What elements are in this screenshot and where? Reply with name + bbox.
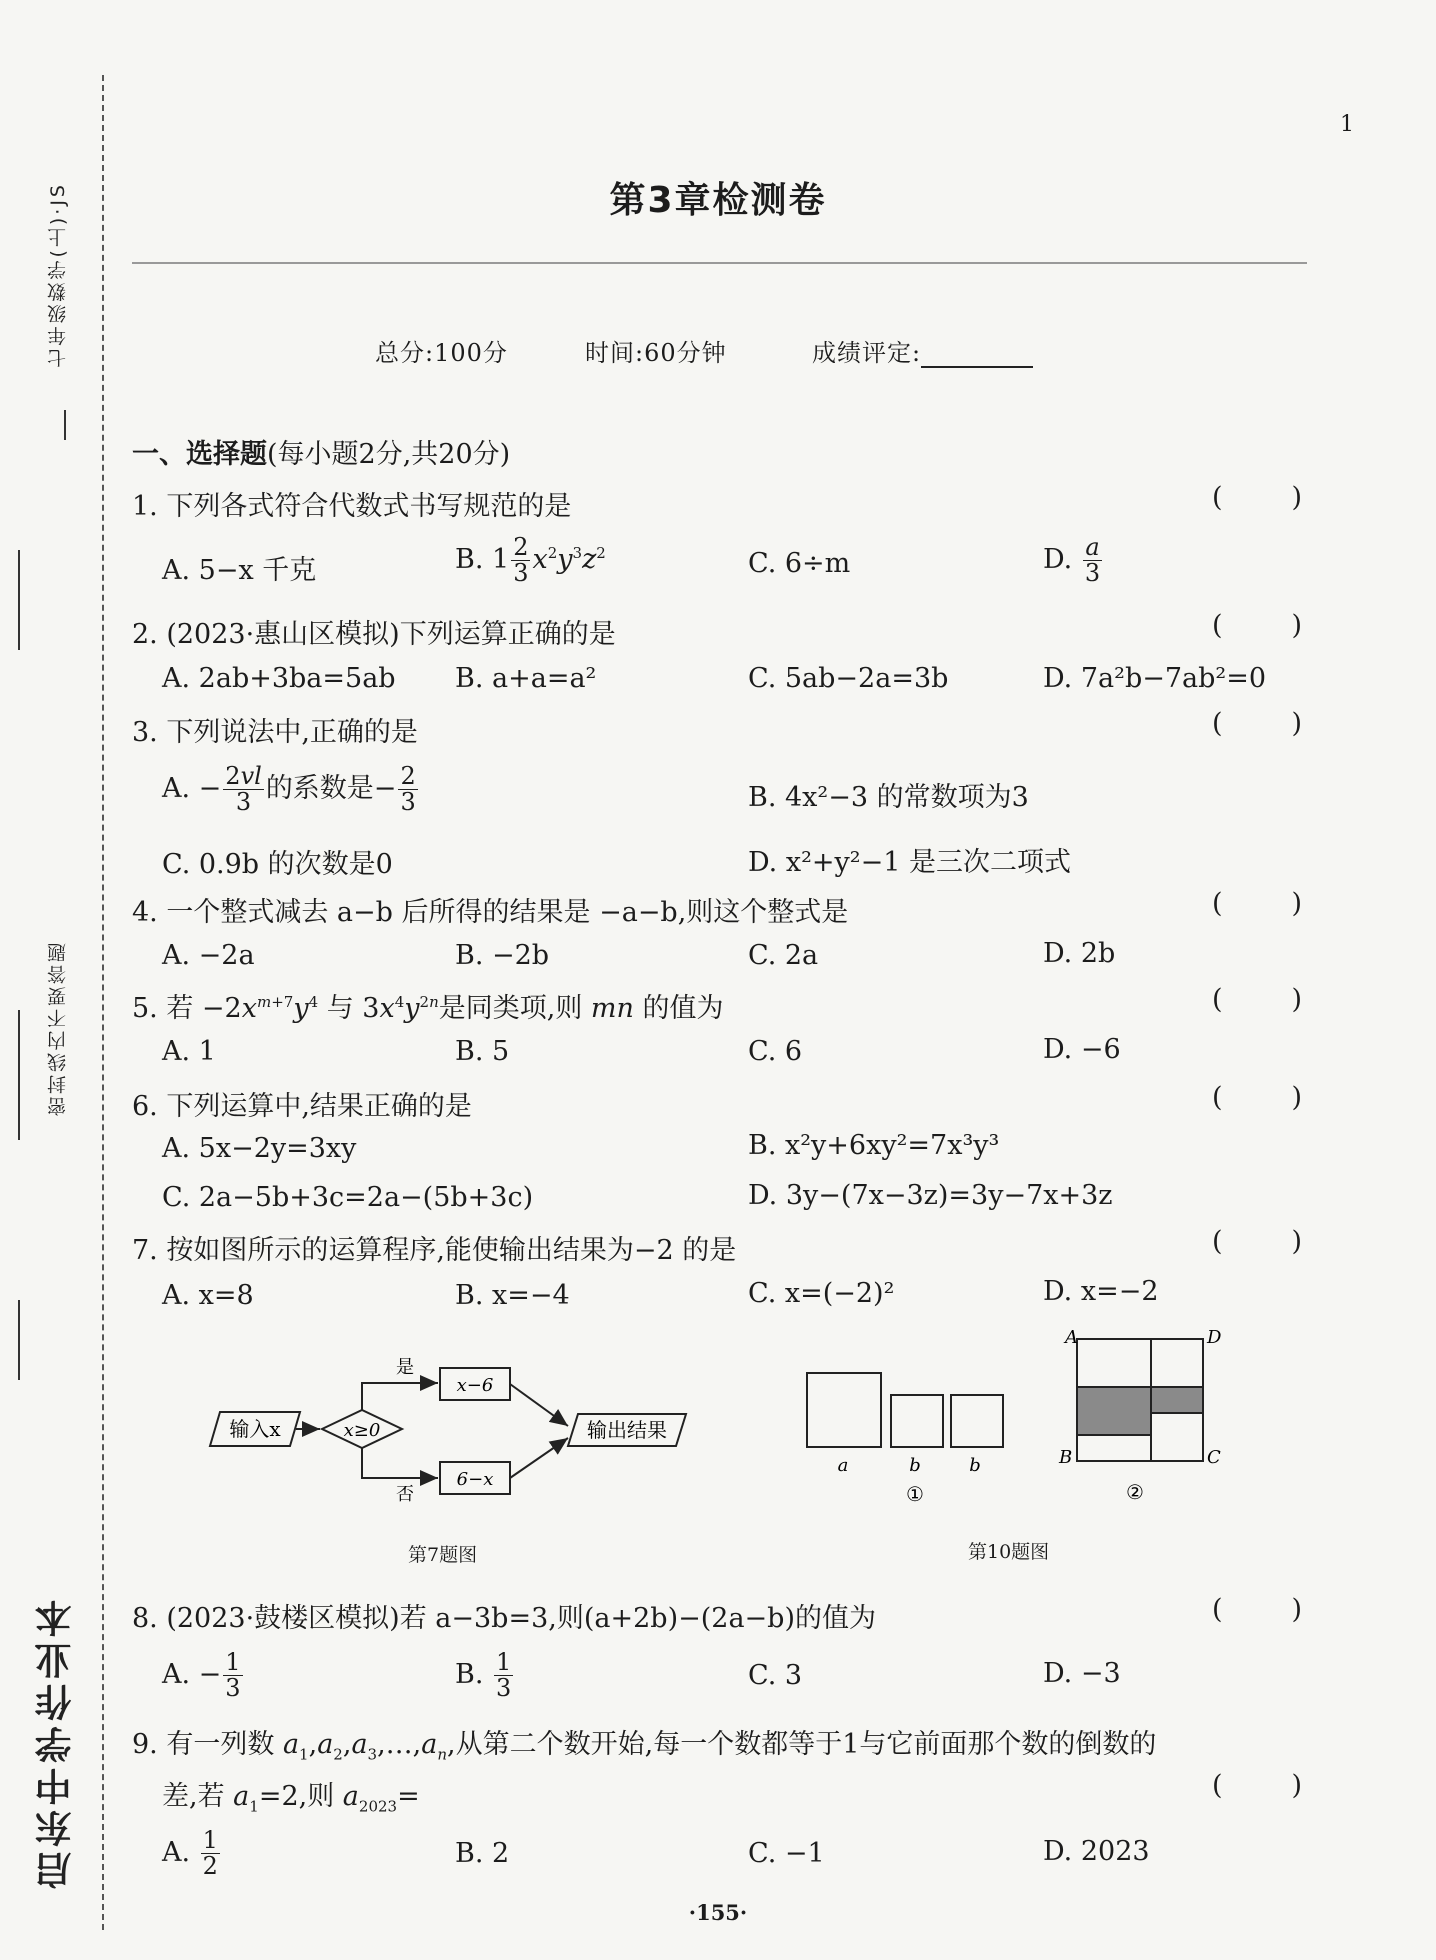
bottom-op-label: 6−x bbox=[456, 1469, 494, 1490]
edge-mark: 1 bbox=[1340, 112, 1354, 137]
vertex-c: C bbox=[1207, 1447, 1221, 1468]
margin-mark-1 bbox=[18, 550, 20, 650]
question-5-stem: 5. 若 $-2x^{m+7}y^4$ 与 $3x^4y^{2n}$是同类项,则 mn 的值为 bbox=[132, 993, 724, 1024]
label-circle-2: ② bbox=[1126, 1480, 1144, 1504]
seal-notice: 密封线内不要答题 bbox=[47, 940, 69, 1116]
q1-option-d[interactable]: D. $\frac{a}{3}$ bbox=[1043, 533, 1101, 588]
q6-option-b[interactable]: B. x²y+6xy²=7x³y³ bbox=[748, 1130, 1000, 1161]
answer-paren-7[interactable]: ( ) bbox=[1212, 1226, 1302, 1257]
figure-10-caption: 第10题图 bbox=[968, 1541, 1050, 1563]
answer-paren-5[interactable]: ( ) bbox=[1212, 984, 1302, 1015]
q3-option-c[interactable]: C. 0.9b 的次数是0 bbox=[162, 849, 393, 880]
q1-option-a[interactable]: A. 5−x 千克 bbox=[162, 555, 317, 586]
margin-rule-1 bbox=[64, 410, 66, 440]
q4-option-d[interactable]: D. 2b bbox=[1043, 938, 1116, 969]
q6-option-d[interactable]: D. 3y−(7x−3z)=3y−7x+3z bbox=[748, 1180, 1113, 1211]
q8-option-c[interactable]: C. 3 bbox=[748, 1660, 803, 1691]
condition-label: x≥0 bbox=[343, 1420, 381, 1441]
q4-option-c[interactable]: C. 2a bbox=[748, 940, 819, 971]
grade-blank[interactable] bbox=[921, 340, 1033, 368]
answer-paren-8[interactable]: ( ) bbox=[1212, 1594, 1302, 1625]
margin-mark-3 bbox=[18, 1300, 20, 1380]
page-title: 第3章检测卷 bbox=[609, 180, 827, 221]
question-3-stem: 3. 下列说法中,正确的是 bbox=[132, 717, 418, 748]
label-b-1: b bbox=[909, 1455, 921, 1476]
q9-option-a[interactable]: A. $\frac{1}{2}$ bbox=[162, 1826, 218, 1881]
q3-option-a[interactable]: A. − $\frac{2vl}{3}$ 的系数是− $\frac{2}{3}$ bbox=[162, 762, 416, 817]
q9-option-c[interactable]: C. −1 bbox=[748, 1838, 825, 1869]
question-7-stem: 7. 按如图所示的运算程序,能使输出结果为−2 的是 bbox=[132, 1235, 737, 1266]
square-b-1 bbox=[891, 1395, 943, 1447]
question-8-stem: 8. (2023·鼓楼区模拟)若 a−3b=3,则(a+2b)−(2a−b)的值为 bbox=[132, 1603, 876, 1634]
q2-option-c[interactable]: C. 5ab−2a=3b bbox=[748, 663, 949, 694]
q7-option-d[interactable]: D. x=−2 bbox=[1043, 1276, 1159, 1307]
q2-option-d[interactable]: D. 7a²b−7ab²=0 bbox=[1043, 663, 1267, 694]
grade-label: 成绩评定: bbox=[812, 339, 922, 367]
yes-label: 是 bbox=[396, 1357, 414, 1378]
question-9-stem: 9. 有一列数 $a_1,a_2,a_3,\dots,a_n$,从第二个数开始,每一个数都等于1与它前面那个数的倒数的 bbox=[132, 1729, 1157, 1764]
vertex-a: A bbox=[1065, 1327, 1078, 1348]
school-label: 启东中学作业本 bbox=[35, 1595, 78, 1889]
title-divider bbox=[132, 262, 1307, 264]
answer-paren-1[interactable]: ( ) bbox=[1212, 482, 1302, 513]
time-limit: 时间:60分钟 bbox=[585, 339, 727, 367]
q9-option-d[interactable]: D. 2023 bbox=[1043, 1836, 1150, 1867]
q8-option-d[interactable]: D. −3 bbox=[1043, 1658, 1121, 1689]
section-label: 一、选择题 bbox=[132, 439, 267, 470]
section-heading bbox=[132, 432, 510, 471]
q3-option-d[interactable]: D. x²+y²−1 是三次二项式 bbox=[748, 847, 1071, 878]
margin-mark-2 bbox=[18, 1010, 20, 1140]
figure-7-flowchart bbox=[200, 1348, 720, 1503]
output-label: 输出结果 bbox=[587, 1418, 667, 1442]
q4-option-b[interactable]: B. −2b bbox=[455, 940, 550, 971]
square-a bbox=[807, 1373, 881, 1447]
grade-field bbox=[812, 333, 1033, 368]
subject-label: 七年级数学(上)·JS bbox=[47, 182, 69, 368]
q7-option-a[interactable]: A. x=8 bbox=[162, 1280, 254, 1311]
answer-paren-6[interactable]: ( ) bbox=[1212, 1082, 1302, 1113]
q3-option-b[interactable]: B. 4x²−3 的常数项为3 bbox=[748, 782, 1029, 813]
answer-paren-4[interactable]: ( ) bbox=[1212, 888, 1302, 919]
q7-option-c[interactable]: C. x=(−2)² bbox=[748, 1278, 895, 1309]
question-4-stem: 4. 一个整式减去 a−b 后所得的结果是 −a−b,则这个整式是 bbox=[132, 897, 849, 928]
question-1-stem: 1. 下列各式符合代数式书写规范的是 bbox=[132, 491, 572, 522]
label-a: a bbox=[837, 1455, 849, 1476]
top-op-label: x−6 bbox=[456, 1375, 494, 1396]
answer-paren-3[interactable]: ( ) bbox=[1212, 708, 1302, 739]
q4-option-a[interactable]: A. −2a bbox=[162, 940, 255, 971]
vertex-d: D bbox=[1207, 1327, 1222, 1348]
input-label: 输入x bbox=[229, 1417, 281, 1441]
label-b-2: b bbox=[969, 1455, 981, 1476]
question-6-stem: 6. 下列运算中,结果正确的是 bbox=[132, 1091, 472, 1122]
no-label: 否 bbox=[396, 1484, 414, 1505]
question-9-stem-cont: 差,若 $a_1=2$,则 $a_{2023}=$ bbox=[162, 1781, 420, 1816]
q1-option-b[interactable]: B. 1 $\frac{2}{3}$ $x^2y^3z^2$ bbox=[455, 533, 606, 588]
q5-option-a[interactable]: A. 1 bbox=[162, 1036, 216, 1067]
total-score: 总分:100分 bbox=[375, 339, 508, 367]
q8-option-b[interactable]: B. $\frac{1}{3}$ bbox=[455, 1648, 512, 1703]
q8-option-a[interactable]: A. − $\frac{1}{3}$ bbox=[162, 1648, 241, 1703]
q5-option-c[interactable]: C. 6 bbox=[748, 1036, 803, 1067]
section-note: (每小题2分,共20分) bbox=[267, 439, 511, 470]
q2-option-a[interactable]: A. 2ab+3ba=5ab bbox=[162, 663, 396, 694]
answer-paren-2[interactable]: ( ) bbox=[1212, 610, 1302, 641]
q1-option-c[interactable]: C. 6÷m bbox=[748, 548, 851, 579]
answer-paren-9[interactable]: ( ) bbox=[1212, 1770, 1302, 1801]
figure-10-squares bbox=[795, 1325, 1255, 1510]
page-number: ·155· bbox=[688, 1900, 748, 1925]
q5-option-b[interactable]: B. 5 bbox=[455, 1036, 510, 1067]
vertex-b: B bbox=[1059, 1447, 1073, 1468]
q6-option-a[interactable]: A. 5x−2y=3xy bbox=[162, 1133, 357, 1164]
label-circle-1: ① bbox=[906, 1482, 924, 1506]
q6-option-c[interactable]: C. 2a−5b+3c=2a−(5b+3c) bbox=[162, 1182, 534, 1213]
figure-7-caption: 第7题图 bbox=[408, 1544, 478, 1566]
q5-option-d[interactable]: D. −6 bbox=[1043, 1034, 1121, 1065]
q7-option-b[interactable]: B. x=−4 bbox=[455, 1280, 570, 1311]
square-b-2 bbox=[951, 1395, 1003, 1447]
q2-option-b[interactable]: B. a+a=a² bbox=[455, 663, 597, 694]
binding-dashed-line bbox=[102, 75, 104, 1930]
question-2-stem: 2. (2023·惠山区模拟)下列运算正确的是 bbox=[132, 619, 616, 650]
q9-option-b[interactable]: B. 2 bbox=[455, 1838, 510, 1869]
